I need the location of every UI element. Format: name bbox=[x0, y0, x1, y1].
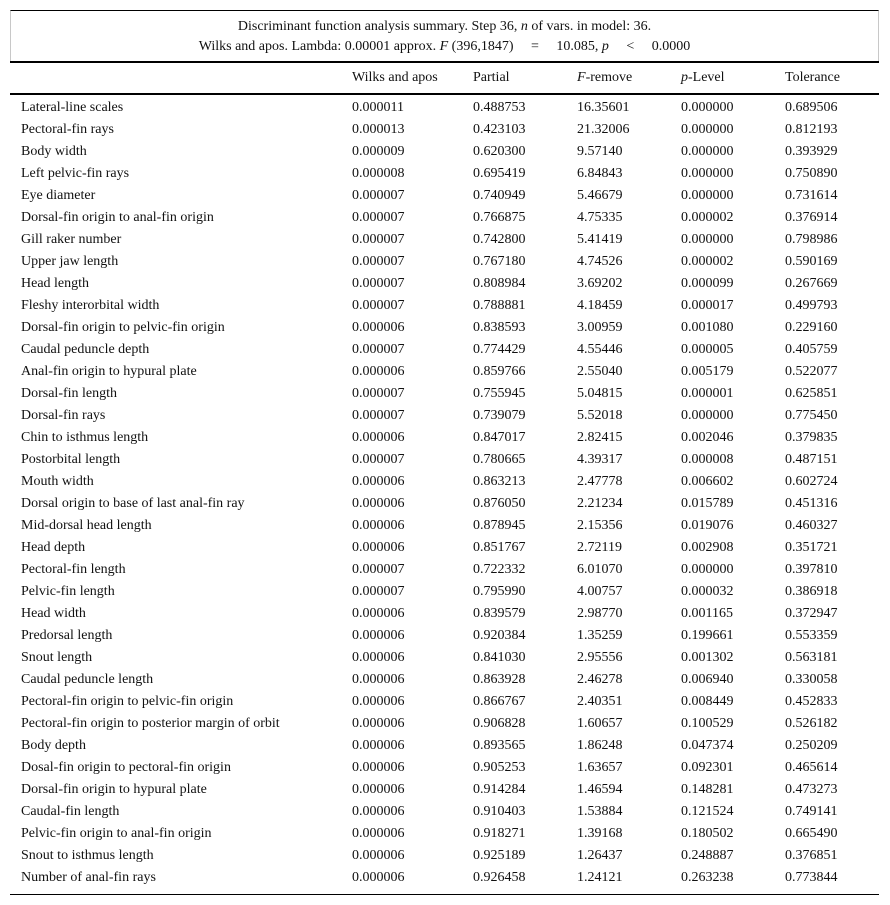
col-header-f-remove bbox=[577, 63, 681, 94]
cell-tolerance: 0.499793 bbox=[785, 298, 838, 313]
cell-p-level: 0.121524 bbox=[681, 804, 734, 819]
cell-tolerance: 0.379835 bbox=[785, 430, 838, 445]
cell-variable: Lateral-line scales bbox=[21, 100, 124, 115]
summary-table bbox=[10, 63, 879, 889]
cell-wilks: 0.000006 bbox=[352, 870, 405, 885]
col-header-p-level bbox=[681, 63, 785, 94]
table-row bbox=[10, 493, 879, 515]
cell-tolerance: 0.451316 bbox=[785, 496, 838, 511]
cell-wilks: 0.000007 bbox=[352, 342, 405, 357]
cell-p-level: 0.199661 bbox=[681, 628, 734, 643]
cell-f-remove: 1.46594 bbox=[577, 782, 623, 797]
cell-f-remove: 6.84843 bbox=[577, 166, 623, 181]
cell-tolerance: 0.749141 bbox=[785, 804, 838, 819]
cell-f-remove: 2.95556 bbox=[577, 650, 623, 665]
table-row bbox=[10, 559, 879, 581]
cell-variable: Upper jaw length bbox=[21, 254, 119, 269]
table-row bbox=[10, 163, 879, 185]
cell-f-remove: 2.82415 bbox=[577, 430, 623, 445]
table-row bbox=[10, 779, 879, 801]
cell-wilks: 0.000006 bbox=[352, 760, 405, 775]
cell-wilks: 0.000006 bbox=[352, 320, 405, 335]
cell-wilks: 0.000006 bbox=[352, 650, 405, 665]
cell-partial: 0.838593 bbox=[473, 320, 526, 335]
cell-partial: 0.859766 bbox=[473, 364, 526, 379]
table-row bbox=[10, 471, 879, 493]
table-row bbox=[10, 757, 879, 779]
cell-p-level: 0.248887 bbox=[681, 848, 734, 863]
cell-f-remove: 4.55446 bbox=[577, 342, 623, 357]
cell-wilks: 0.000006 bbox=[352, 694, 405, 709]
cell-wilks: 0.000007 bbox=[352, 254, 405, 269]
table-header bbox=[10, 63, 879, 94]
cell-f-remove: 1.63657 bbox=[577, 760, 623, 775]
cell-p-level: 0.047374 bbox=[681, 738, 734, 753]
cell-wilks: 0.000006 bbox=[352, 628, 405, 643]
cell-p-level: 0.000000 bbox=[681, 562, 734, 577]
cell-p-level: 0.000000 bbox=[681, 144, 734, 159]
cell-f-remove: 4.75335 bbox=[577, 210, 623, 225]
caption-line-2 bbox=[11, 37, 878, 57]
cell-variable: Dorsal-fin origin to anal-fin origin bbox=[21, 210, 214, 225]
cell-variable: Pelvic-fin length bbox=[21, 584, 115, 599]
cell-partial: 0.740949 bbox=[473, 188, 526, 203]
cell-f-remove: 4.00757 bbox=[577, 584, 623, 599]
caption-italic-n: n bbox=[520, 19, 528, 34]
cell-tolerance: 0.397810 bbox=[785, 562, 838, 577]
cell-p-level: 0.000002 bbox=[681, 210, 734, 225]
cell-partial: 0.742800 bbox=[473, 232, 526, 247]
cell-f-remove: 1.24121 bbox=[577, 870, 623, 885]
cell-p-level: 0.000000 bbox=[681, 166, 734, 181]
cell-wilks: 0.000007 bbox=[352, 386, 405, 401]
cell-tolerance: 0.602724 bbox=[785, 474, 838, 489]
cell-variable: Body width bbox=[21, 144, 87, 159]
cell-p-level: 0.019076 bbox=[681, 518, 734, 533]
cell-wilks: 0.000006 bbox=[352, 430, 405, 445]
cell-f-remove: 1.39168 bbox=[577, 826, 623, 841]
cell-wilks: 0.000006 bbox=[352, 826, 405, 841]
cell-variable: Fleshy interorbital width bbox=[21, 298, 160, 313]
caption-text: Wilks and apos. Lambda: 0.00001 approx. bbox=[198, 39, 440, 54]
cell-p-level: 0.000000 bbox=[681, 122, 734, 137]
table-row bbox=[10, 251, 879, 273]
cell-wilks: 0.000007 bbox=[352, 562, 405, 577]
table-row bbox=[10, 295, 879, 317]
caption-italic-f: F bbox=[439, 39, 449, 54]
col-header-partial: Partial bbox=[473, 63, 577, 94]
cell-partial: 0.423103 bbox=[473, 122, 526, 137]
cell-p-level: 0.000000 bbox=[681, 232, 734, 247]
cell-variable: Head depth bbox=[21, 540, 86, 555]
caption-line-1 bbox=[11, 17, 878, 37]
cell-variable: Chin to isthmus length bbox=[21, 430, 149, 445]
cell-p-level: 0.000099 bbox=[681, 276, 734, 291]
cell-partial: 0.767180 bbox=[473, 254, 526, 269]
cell-partial: 0.914284 bbox=[473, 782, 526, 797]
cell-variable: Pectoral-fin origin to posterior margin of orbit bbox=[21, 716, 280, 731]
cell-variable: Head length bbox=[21, 276, 90, 291]
table-row bbox=[10, 801, 879, 823]
cell-variable: Caudal peduncle depth bbox=[21, 342, 150, 357]
table-row bbox=[10, 119, 879, 141]
cell-wilks: 0.000006 bbox=[352, 518, 405, 533]
cell-f-remove: 2.21234 bbox=[577, 496, 623, 511]
cell-tolerance: 0.775450 bbox=[785, 408, 838, 423]
cell-tolerance: 0.229160 bbox=[785, 320, 838, 335]
cell-tolerance: 0.351721 bbox=[785, 540, 838, 555]
cell-tolerance: 0.405759 bbox=[785, 342, 838, 357]
cell-p-level: 0.000002 bbox=[681, 254, 734, 269]
cell-tolerance: 0.376914 bbox=[785, 210, 838, 225]
cell-f-remove: 21.32006 bbox=[577, 122, 630, 137]
cell-f-remove: 5.52018 bbox=[577, 408, 623, 423]
cell-wilks: 0.000013 bbox=[352, 122, 405, 137]
cell-f-remove: 1.26437 bbox=[577, 848, 623, 863]
cell-p-level: 0.000005 bbox=[681, 342, 734, 357]
cell-partial: 0.841030 bbox=[473, 650, 526, 665]
cell-partial: 0.722332 bbox=[473, 562, 526, 577]
cell-partial: 0.920384 bbox=[473, 628, 526, 643]
cell-partial: 0.893565 bbox=[473, 738, 526, 753]
table-row bbox=[10, 141, 879, 163]
cell-tolerance: 0.625851 bbox=[785, 386, 838, 401]
cell-f-remove: 2.46278 bbox=[577, 672, 623, 687]
table-row bbox=[10, 669, 879, 691]
cell-p-level: 0.008449 bbox=[681, 694, 734, 709]
cell-f-remove: 4.74526 bbox=[577, 254, 623, 269]
cell-wilks: 0.000006 bbox=[352, 606, 405, 621]
cell-partial: 0.695419 bbox=[473, 166, 526, 181]
col-header-f-rest: -remove bbox=[585, 70, 633, 85]
cell-wilks: 0.000006 bbox=[352, 364, 405, 379]
cell-partial: 0.863213 bbox=[473, 474, 526, 489]
cell-variable: Pectoral-fin origin to pelvic-fin origin bbox=[21, 694, 234, 709]
cell-wilks: 0.000011 bbox=[352, 100, 404, 115]
table-row bbox=[10, 94, 879, 119]
table-row bbox=[10, 273, 879, 295]
cell-f-remove: 2.55040 bbox=[577, 364, 623, 379]
cell-tolerance: 0.553359 bbox=[785, 628, 838, 643]
caption-text: of vars. in model: 36. bbox=[527, 19, 652, 34]
cell-partial: 0.876050 bbox=[473, 496, 526, 511]
cell-variable: Predorsal length bbox=[21, 628, 113, 643]
cell-f-remove: 1.35259 bbox=[577, 628, 623, 643]
cell-partial: 0.488753 bbox=[473, 100, 526, 115]
cell-wilks: 0.000007 bbox=[352, 408, 405, 423]
cell-variable: Mid-dorsal head length bbox=[21, 518, 152, 533]
table-row bbox=[10, 867, 879, 889]
cell-f-remove: 2.72119 bbox=[577, 540, 622, 555]
cell-variable: Left pelvic-fin rays bbox=[21, 166, 130, 181]
cell-wilks: 0.000007 bbox=[352, 298, 405, 313]
table-container bbox=[10, 10, 879, 895]
cell-tolerance: 0.563181 bbox=[785, 650, 838, 665]
cell-tolerance: 0.393929 bbox=[785, 144, 838, 159]
table-row bbox=[10, 515, 879, 537]
cell-partial: 0.851767 bbox=[473, 540, 526, 555]
table-row bbox=[10, 185, 879, 207]
cell-f-remove: 6.01070 bbox=[577, 562, 623, 577]
cell-variable: Dorsal-fin origin to hypural plate bbox=[21, 782, 207, 797]
cell-wilks: 0.000007 bbox=[352, 276, 405, 291]
table-row bbox=[10, 383, 879, 405]
cell-variable: Pectoral-fin rays bbox=[21, 122, 114, 137]
cell-variable: Caudal-fin length bbox=[21, 804, 120, 819]
cell-wilks: 0.000007 bbox=[352, 210, 405, 225]
cell-wilks: 0.000006 bbox=[352, 848, 405, 863]
cell-tolerance: 0.590169 bbox=[785, 254, 838, 269]
cell-p-level: 0.006940 bbox=[681, 672, 734, 687]
caption-text: < 0.0000 bbox=[608, 39, 691, 54]
cell-p-level: 0.000000 bbox=[681, 100, 734, 115]
cell-partial: 0.906828 bbox=[473, 716, 526, 731]
cell-f-remove: 2.15356 bbox=[577, 518, 623, 533]
table-row bbox=[10, 625, 879, 647]
cell-wilks: 0.000008 bbox=[352, 166, 405, 181]
col-header-variable bbox=[10, 63, 352, 94]
cell-variable: Dorsal-fin origin to pelvic-fin origin bbox=[21, 320, 225, 335]
table-row bbox=[10, 735, 879, 757]
cell-wilks: 0.000006 bbox=[352, 540, 405, 555]
cell-variable: Pelvic-fin origin to anal-fin origin bbox=[21, 826, 212, 841]
cell-variable: Gill raker number bbox=[21, 232, 122, 247]
cell-p-level: 0.180502 bbox=[681, 826, 734, 841]
cell-wilks: 0.000007 bbox=[352, 452, 405, 467]
table-row bbox=[10, 691, 879, 713]
cell-f-remove: 4.18459 bbox=[577, 298, 623, 313]
cell-wilks: 0.000006 bbox=[352, 804, 405, 819]
cell-wilks: 0.000007 bbox=[352, 584, 405, 599]
cell-variable: Head width bbox=[21, 606, 86, 621]
cell-f-remove: 9.57140 bbox=[577, 144, 623, 159]
table-row bbox=[10, 207, 879, 229]
table-row bbox=[10, 405, 879, 427]
cell-f-remove: 5.04815 bbox=[577, 386, 623, 401]
cell-partial: 0.808984 bbox=[473, 276, 526, 291]
cell-partial: 0.766875 bbox=[473, 210, 526, 225]
cell-f-remove: 2.47778 bbox=[577, 474, 623, 489]
cell-p-level: 0.005179 bbox=[681, 364, 734, 379]
cell-p-level: 0.000001 bbox=[681, 386, 734, 401]
cell-p-level: 0.263238 bbox=[681, 870, 734, 885]
cell-partial: 0.905253 bbox=[473, 760, 526, 775]
cell-p-level: 0.002908 bbox=[681, 540, 734, 555]
cell-p-level: 0.000000 bbox=[681, 408, 734, 423]
table-row bbox=[10, 603, 879, 625]
cell-p-level: 0.000000 bbox=[681, 188, 734, 203]
cell-p-level: 0.006602 bbox=[681, 474, 734, 489]
cell-wilks: 0.000006 bbox=[352, 672, 405, 687]
table-row bbox=[10, 317, 879, 339]
cell-p-level: 0.000017 bbox=[681, 298, 734, 313]
cell-tolerance: 0.526182 bbox=[785, 716, 838, 731]
cell-tolerance: 0.330058 bbox=[785, 672, 838, 687]
cell-variable: Snout length bbox=[21, 650, 93, 665]
cell-partial: 0.620300 bbox=[473, 144, 526, 159]
cell-variable: Dorsal-fin rays bbox=[21, 408, 106, 423]
cell-wilks: 0.000007 bbox=[352, 188, 405, 203]
cell-p-level: 0.001165 bbox=[681, 606, 733, 621]
header-row bbox=[10, 63, 879, 94]
cell-f-remove: 3.00959 bbox=[577, 320, 623, 335]
cell-tolerance: 0.473273 bbox=[785, 782, 838, 797]
cell-tolerance: 0.689506 bbox=[785, 100, 838, 115]
cell-tolerance: 0.460327 bbox=[785, 518, 838, 533]
cell-variable: Dosal-fin origin to pectoral-fin origin bbox=[21, 760, 231, 775]
col-header-wilks: Wilks and apos bbox=[352, 63, 473, 94]
cell-wilks: 0.000006 bbox=[352, 496, 405, 511]
cell-p-level: 0.092301 bbox=[681, 760, 734, 775]
cell-wilks: 0.000006 bbox=[352, 716, 405, 731]
cell-p-level: 0.000032 bbox=[681, 584, 734, 599]
cell-f-remove: 2.98770 bbox=[577, 606, 623, 621]
cell-variable: Pectoral-fin length bbox=[21, 562, 126, 577]
cell-tolerance: 0.812193 bbox=[785, 122, 838, 137]
cell-variable: Caudal peduncle length bbox=[21, 672, 154, 687]
cell-tolerance: 0.522077 bbox=[785, 364, 838, 379]
cell-partial: 0.795990 bbox=[473, 584, 526, 599]
cell-f-remove: 2.40351 bbox=[577, 694, 623, 709]
cell-f-remove: 1.86248 bbox=[577, 738, 623, 753]
cell-tolerance: 0.665490 bbox=[785, 826, 838, 841]
cell-tolerance: 0.267669 bbox=[785, 276, 838, 291]
cell-f-remove: 5.41419 bbox=[577, 232, 623, 247]
cell-variable: Snout to isthmus length bbox=[21, 848, 154, 863]
table-row bbox=[10, 581, 879, 603]
cell-wilks: 0.000007 bbox=[352, 232, 405, 247]
cell-p-level: 0.100529 bbox=[681, 716, 734, 731]
cell-partial: 0.863928 bbox=[473, 672, 526, 687]
table-row bbox=[10, 845, 879, 867]
table-row bbox=[10, 361, 879, 383]
caption-italic-p: p bbox=[601, 39, 609, 54]
cell-variable: Dorsal-fin length bbox=[21, 386, 118, 401]
col-header-f-italic: F bbox=[577, 70, 586, 85]
caption-text: Discriminant function analysis summary. Step 36, bbox=[237, 19, 521, 34]
cell-tolerance: 0.487151 bbox=[785, 452, 838, 467]
cell-partial: 0.866767 bbox=[473, 694, 526, 709]
table-bottom-rule bbox=[10, 894, 879, 895]
table-row bbox=[10, 537, 879, 559]
table-row bbox=[10, 823, 879, 845]
cell-p-level: 0.001080 bbox=[681, 320, 734, 335]
table-row bbox=[10, 229, 879, 251]
cell-wilks: 0.000006 bbox=[352, 782, 405, 797]
cell-tolerance: 0.250209 bbox=[785, 738, 838, 753]
col-header-tolerance: Tolerance bbox=[785, 63, 879, 94]
cell-tolerance: 0.386918 bbox=[785, 584, 838, 599]
cell-partial: 0.926458 bbox=[473, 870, 526, 885]
table-body bbox=[10, 94, 879, 889]
cell-f-remove: 1.53884 bbox=[577, 804, 623, 819]
caption-text: (396,1847) = 10.085, bbox=[448, 39, 602, 54]
cell-variable: Body depth bbox=[21, 738, 86, 753]
cell-tolerance: 0.452833 bbox=[785, 694, 838, 709]
cell-partial: 0.739079 bbox=[473, 408, 526, 423]
cell-partial: 0.918271 bbox=[473, 826, 526, 841]
cell-partial: 0.780665 bbox=[473, 452, 526, 467]
col-header-p-rest: -Level bbox=[688, 70, 725, 85]
cell-tolerance: 0.465614 bbox=[785, 760, 838, 775]
cell-partial: 0.847017 bbox=[473, 430, 526, 445]
table-row bbox=[10, 713, 879, 735]
cell-tolerance: 0.376851 bbox=[785, 848, 838, 863]
cell-partial: 0.774429 bbox=[473, 342, 526, 357]
cell-variable: Number of anal-fin rays bbox=[21, 870, 156, 885]
cell-partial: 0.925189 bbox=[473, 848, 526, 863]
cell-wilks: 0.000006 bbox=[352, 738, 405, 753]
cell-variable: Mouth width bbox=[21, 474, 94, 489]
cell-partial: 0.755945 bbox=[473, 386, 526, 401]
cell-partial: 0.788881 bbox=[473, 298, 526, 313]
table-row bbox=[10, 339, 879, 361]
cell-p-level: 0.002046 bbox=[681, 430, 734, 445]
cell-wilks: 0.000009 bbox=[352, 144, 405, 159]
cell-tolerance: 0.798986 bbox=[785, 232, 838, 247]
cell-variable: Postorbital length bbox=[21, 452, 121, 467]
cell-tolerance: 0.372947 bbox=[785, 606, 838, 621]
cell-tolerance: 0.750890 bbox=[785, 166, 838, 181]
cell-p-level: 0.001302 bbox=[681, 650, 734, 665]
table-caption bbox=[10, 10, 879, 61]
cell-f-remove: 5.46679 bbox=[577, 188, 623, 203]
cell-partial: 0.839579 bbox=[473, 606, 526, 621]
cell-f-remove: 4.39317 bbox=[577, 452, 623, 467]
cell-f-remove: 16.35601 bbox=[577, 100, 630, 115]
cell-tolerance: 0.773844 bbox=[785, 870, 838, 885]
table-row bbox=[10, 427, 879, 449]
col-header-p-italic: p bbox=[681, 70, 688, 85]
cell-wilks: 0.000006 bbox=[352, 474, 405, 489]
cell-f-remove: 1.60657 bbox=[577, 716, 623, 731]
table-row bbox=[10, 449, 879, 471]
cell-variable: Dorsal origin to base of last anal-fin ray bbox=[21, 496, 245, 511]
cell-partial: 0.878945 bbox=[473, 518, 526, 533]
cell-tolerance: 0.731614 bbox=[785, 188, 838, 203]
cell-partial: 0.910403 bbox=[473, 804, 526, 819]
cell-variable: Eye diameter bbox=[21, 188, 96, 203]
cell-p-level: 0.000008 bbox=[681, 452, 734, 467]
table-row bbox=[10, 647, 879, 669]
cell-variable: Anal-fin origin to hypural plate bbox=[21, 364, 197, 379]
cell-p-level: 0.148281 bbox=[681, 782, 734, 797]
cell-p-level: 0.015789 bbox=[681, 496, 734, 511]
cell-f-remove: 3.69202 bbox=[577, 276, 623, 291]
